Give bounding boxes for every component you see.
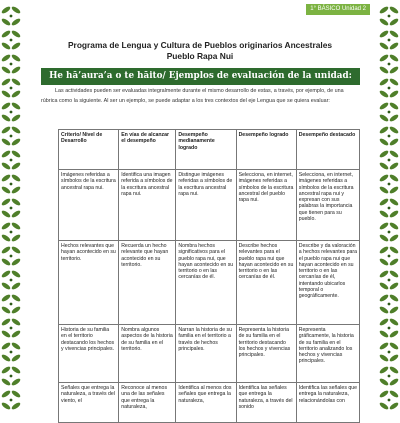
fern-pattern-left	[0, 0, 22, 400]
table-row	[59, 170, 360, 241]
table-cell: Identifica las señales que entrega la naturaleza, relacionándolas con	[296, 383, 359, 423]
table-cell: Hechos relevantes que hayan acontecido en su territorio.	[59, 241, 119, 325]
table-header-cell: En vías de alcanzar el desempeño	[119, 130, 176, 170]
table-cell: Representa la historia de su familia en el territorio destacando los hechos y vivencias principales.	[236, 325, 296, 383]
program-title-line1: Programa de Lengua y Cultura de Pueblos originarios Ancestrales	[67, 40, 333, 50]
table-header-row	[59, 130, 360, 170]
section-banner: He hā’aura’a o te hāito/ Ejemplos de evaluación de la unidad:	[41, 68, 360, 85]
evaluation-rubric-table	[58, 129, 360, 423]
table-cell: Historia de su familia en el territorio destacando los hechos y vivencias principales.	[59, 325, 119, 383]
table-header-cell: Desempeño destacado	[296, 130, 359, 170]
table-cell: Selecciona, en internet, imágenes referidas a símbolos de la escritura ancestral rapa nui y expresan con sus palabras la importancia que tienen para su pueblo.	[296, 170, 359, 241]
unit-badge: 1° BÁSICO Unidad 2	[306, 4, 370, 15]
table-cell: Recuerda un hecho relevante que hayan acontecido en su territorio.	[119, 241, 176, 325]
program-title-line2: Pueblo Rapa Nui	[166, 51, 234, 61]
table-cell: Reconoce al menos una de las señales que entrega la naturaleza,	[119, 383, 176, 423]
decorative-border-right	[378, 0, 400, 400]
table-cell: Señales que entrega la naturaleza, a través del viento, el	[59, 383, 119, 423]
table-header-cell: Desempeño medianamente logrado	[176, 130, 236, 170]
table-header-cell: Desempeño logrado	[236, 130, 296, 170]
table-cell: Identifica al menos dos señales que entrega la naturaleza,	[176, 383, 236, 423]
table-cell: Nombra hechos significativos para el pueblo rapa nui, que hayan acontecido en su territorio o en las cercanías de él.	[176, 241, 236, 325]
decorative-border-left	[0, 0, 22, 400]
intro-text: Las actividades pueden ser evaluadas integralmente durante el mismo desarrollo de estas, a través, por ejemplo, de una rúbrica como la siguiente. Al ser un ejemplo, se puede adaptar a los tres contextos del eje Lengua que se quiera evaluar:	[41, 88, 344, 104]
table-cell: Nombra algunos aspectos de la historia de su familia en el territorio.	[119, 325, 176, 383]
table-row	[59, 325, 360, 383]
program-title	[24, 40, 376, 62]
table-cell: Distingue imágenes referidas a símbolos de la escritura ancestral rapa nui.	[176, 170, 236, 241]
table-cell: Narran la historia de su familia en el territorio a través de hechos principales.	[176, 325, 236, 383]
table-cell: Describe hechos relevantes para el pueblo rapa nui que hayan acontecido en su territorio o en las cercanías de él.	[236, 241, 296, 325]
intro-paragraph	[41, 87, 360, 106]
table-cell: Representa gráficamente, la historia de su familia en el territorio analizando los hechos y vivencias principales.	[296, 325, 359, 383]
fern-pattern-right	[378, 0, 400, 400]
table-cell: Describe y da valoración a hechos relevantes para el pueblo rapa nui que hayan acontecido en su territorio o en las cercanías de él, intentando ubicarlos temporal o geográficamente.	[296, 241, 359, 325]
table-cell: Identifica las señales que entrega la naturaleza, a través del sonido	[236, 383, 296, 423]
table-header-cell: Criterio/ Nivel de Desarrollo	[59, 130, 119, 170]
table-cell: Selecciona, en internet, imágenes referidas a símbolos de la escritura ancestral del pueblo rapa nui.	[236, 170, 296, 241]
table-row	[59, 383, 360, 423]
table-cell: Identifica una imagen referida a símbolos de la escritura ancestral rapa nui.	[119, 170, 176, 241]
table-row	[59, 241, 360, 325]
table-cell: Imágenes referidas a símbolos de la escritura ancestral rapa nui.	[59, 170, 119, 241]
